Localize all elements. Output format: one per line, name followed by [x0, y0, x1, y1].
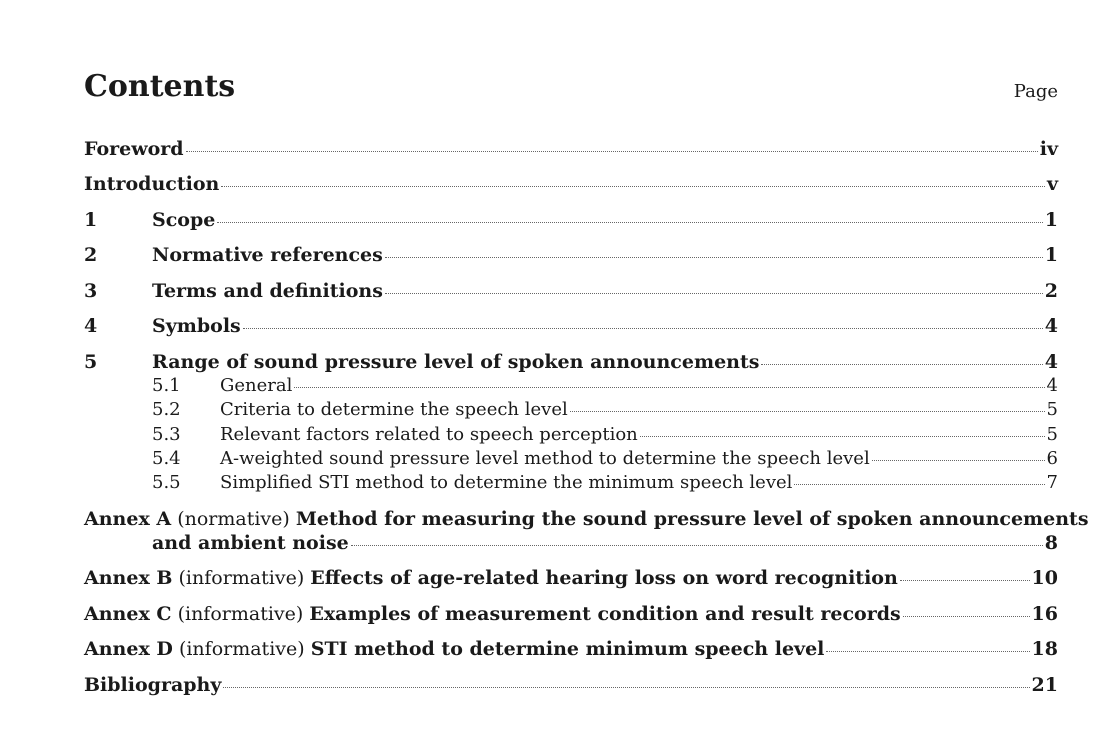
toc-entry-annex-d[interactable] — [84, 637, 1058, 661]
toc-page-number: 4 — [1046, 375, 1058, 396]
toc-clause-number: 5.5 — [152, 472, 181, 493]
toc-entry-title: Foreword — [84, 138, 184, 160]
annex-identifier: Annex C — [84, 603, 172, 625]
annex-title: Examples of measurement condition and result records — [309, 603, 901, 625]
page-title: Contents — [84, 69, 236, 104]
annex-title: Effects of age-related hearing loss on word recognition — [310, 567, 898, 589]
dot-leader — [385, 257, 1043, 258]
dot-leader — [826, 651, 1029, 652]
toc-entry-subclause-5-2[interactable] — [84, 398, 1058, 422]
toc-page-number: 6 — [1046, 448, 1058, 469]
toc-clause-number: 5.2 — [152, 399, 181, 420]
toc-page-number: 4 — [1044, 315, 1058, 337]
toc-entry-title: Bibliography — [84, 674, 222, 696]
toc-page-number: 2 — [1044, 280, 1058, 302]
toc-entry-subclause-5-4[interactable] — [84, 447, 1058, 471]
toc-page-number: 21 — [1031, 674, 1058, 696]
annex-title: STI method to determine minimum speech level — [310, 638, 825, 660]
dot-leader — [243, 328, 1043, 329]
toc-entry-title: Scope — [152, 209, 216, 231]
dot-leader — [570, 411, 1045, 412]
annex-title-continuation: and ambient noise — [152, 532, 349, 554]
toc-entry-title: General — [220, 375, 293, 396]
toc-entry-title: Simplified STI method to determine the minimum speech level — [220, 472, 793, 493]
toc-entry-annex-a-continuation[interactable] — [84, 531, 1058, 555]
toc-entry-title: Symbols — [152, 315, 241, 337]
toc-entry-title: Introduction — [84, 173, 220, 195]
toc-clause-number: 2 — [84, 244, 98, 266]
annex-identifier: Annex D — [84, 638, 173, 660]
toc-entry-annex-c[interactable] — [84, 602, 1058, 626]
toc-entry-subclause-5-3[interactable] — [84, 423, 1058, 447]
annex-title: Method for measuring the sound pressure level of spoken announcements — [295, 508, 1089, 530]
toc-entry-subclause-5-5[interactable] — [84, 471, 1058, 495]
dot-leader — [223, 687, 1029, 688]
toc-page-number: 18 — [1031, 638, 1058, 660]
toc-page-number: v — [1046, 173, 1058, 195]
toc-clause-number: 5.3 — [152, 424, 181, 445]
toc-clause-number: 5.4 — [152, 448, 181, 469]
annex-kind: (informative) — [178, 567, 305, 589]
dot-leader — [761, 364, 1042, 365]
toc-entry-annex-a[interactable] — [84, 507, 1089, 531]
dot-leader — [294, 387, 1044, 388]
toc-page-number: 1 — [1044, 244, 1058, 266]
toc-entry-clause-1[interactable] — [84, 208, 1058, 232]
dot-leader — [794, 484, 1044, 485]
toc-entry-title: A-weighted sound pressure level method to determine the speech level — [220, 448, 870, 469]
toc-entry-title: Criteria to determine the speech level — [220, 399, 568, 420]
toc-entry-introduction[interactable] — [84, 172, 1058, 196]
dot-leader — [872, 460, 1045, 461]
toc-clause-number: 4 — [84, 315, 98, 337]
toc-page-number: 7 — [1046, 472, 1058, 493]
toc-entry-clause-5[interactable] — [84, 350, 1058, 374]
toc-page-number: 10 — [1031, 567, 1058, 589]
annex-kind: (normative) — [177, 508, 290, 530]
toc-page-number: 1 — [1044, 209, 1058, 231]
dot-leader — [221, 186, 1045, 187]
toc-entry-clause-3[interactable] — [84, 279, 1058, 303]
dot-leader — [903, 616, 1030, 617]
toc-page-number: 5 — [1046, 424, 1058, 445]
toc-entry-clause-2[interactable] — [84, 243, 1058, 267]
dot-leader — [351, 545, 1043, 546]
toc-entry-title: Terms and definitions — [152, 280, 383, 302]
toc-page-number: 4 — [1044, 351, 1058, 373]
toc-entry-foreword[interactable] — [84, 137, 1058, 161]
toc-page-number: 16 — [1031, 603, 1058, 625]
dot-leader — [217, 222, 1042, 223]
toc-entry-title: Normative references — [152, 244, 383, 266]
dot-leader — [385, 293, 1043, 294]
toc-entry-annex-b[interactable] — [84, 566, 1058, 590]
toc-entry-clause-4[interactable] — [84, 314, 1058, 338]
toc-page-number: 8 — [1044, 532, 1058, 554]
annex-identifier: Annex A — [84, 508, 172, 530]
annex-kind: (informative) — [177, 603, 304, 625]
annex-kind: (informative) — [178, 638, 305, 660]
toc-entry-bibliography[interactable] — [84, 673, 1058, 697]
toc-page-number: iv — [1039, 138, 1058, 160]
toc-clause-number: 5.1 — [152, 375, 181, 396]
toc-entry-title: Range of sound pressure level of spoken announcements — [152, 351, 760, 373]
toc-page-number: 5 — [1046, 399, 1058, 420]
annex-identifier: Annex B — [84, 567, 173, 589]
toc-entry-subclause-5-1[interactable] — [84, 374, 1058, 398]
dot-leader — [640, 436, 1045, 437]
dot-leader — [186, 151, 1038, 152]
toc-clause-number: 5 — [84, 351, 98, 373]
toc-clause-number: 3 — [84, 280, 98, 302]
toc-clause-number: 1 — [84, 209, 98, 231]
toc-entry-title: Relevant factors related to speech perception — [220, 424, 638, 445]
page-column-label: Page — [1013, 81, 1058, 102]
dot-leader — [900, 580, 1030, 581]
